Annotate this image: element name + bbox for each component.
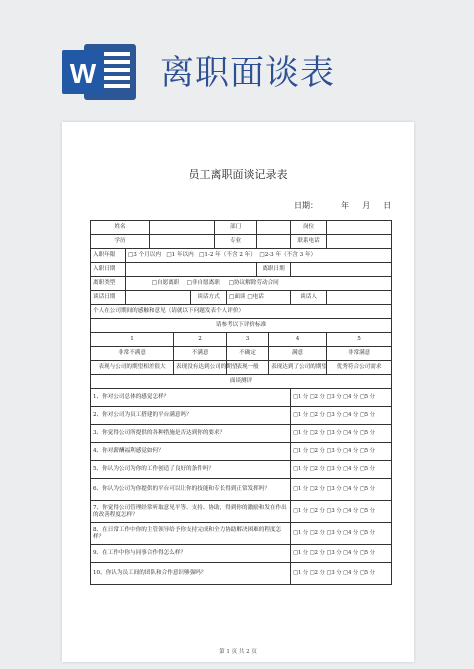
rating-option[interactable]: □5 分 [359,394,375,401]
question-row [91,461,392,479]
form-row-education [91,235,392,249]
date-line [294,200,391,211]
interviewer-label: 谈话人 [291,291,327,305]
form-row-scale-note [91,319,392,333]
rating-option[interactable]: □3 分 [326,530,342,537]
word-doc-icon [62,40,140,104]
rating-option[interactable]: □3 分 [326,508,342,515]
scale-desc: 表现达到了公司的期望 [269,361,327,375]
rating-option[interactable]: □5 分 [359,430,375,437]
question-text: 2、你对公司为员工搭建的平台满意吗？ [91,407,291,425]
form-row-tenure [91,249,392,263]
interview-method-label: 谈话方式 [191,291,227,305]
question-row [91,563,392,585]
scale-desc: 优秀符合公司需求 [327,361,392,375]
scale-number: 2 [174,333,227,347]
question-text: 7、你觉得公司管理经常听取意见平等、支持、协助，得到你的激励和发在作出的改善程度怎样？ [91,501,291,523]
date-day: 日 [383,201,392,210]
svg-text:W: W [69,58,97,89]
rating-option[interactable]: □5 分 [359,550,375,557]
name-label: 姓名 [91,221,150,235]
rating-option[interactable]: □1 分 [293,508,309,515]
tenure-option[interactable]: □1 年以内 [166,252,194,258]
major-value[interactable] [257,235,291,249]
interviewer-value[interactable] [327,291,392,305]
leave-type-option[interactable]: □协议解除劳动合同 [228,280,279,286]
rating-option[interactable]: □2 分 [309,530,325,537]
scale-number: 3 [227,333,269,347]
leave-date-label: 离职日期 [257,263,291,277]
form-row-section [91,375,392,389]
leave-type-options[interactable] [126,277,392,291]
rating-options[interactable] [291,425,392,443]
question-text: 3、你觉得公司所提供的各种措施是否达到你的要求？ [91,425,291,443]
rating-option[interactable]: □1 分 [293,430,309,437]
scale-number: 1 [91,333,174,347]
rating-options[interactable] [291,501,392,523]
rating-option[interactable]: □4 分 [343,530,359,537]
rating-option[interactable]: □3 分 [326,430,342,437]
rating-option[interactable]: □2 分 [309,412,325,419]
scale-note: 请参考以下评价标准 [91,319,392,333]
rating-option[interactable]: □3 分 [326,466,342,473]
date-year: 年 [341,201,350,210]
rating-option[interactable]: □3 分 [326,448,342,455]
tenure-option[interactable]: □2-3 年（不含 3 年） [259,252,317,258]
tenure-label: 入职年限 [91,249,126,263]
rating-options[interactable] [291,479,392,501]
education-value[interactable] [150,235,215,249]
scale-desc: 表现一般 [227,361,269,375]
education-label: 学历 [91,235,150,249]
question-row [91,407,392,425]
question-row [91,479,392,501]
dept-label: 部门 [215,221,257,235]
rating-option[interactable]: □1 分 [293,448,309,455]
rating-options[interactable] [291,545,392,563]
form-row-feelings [91,305,392,319]
tenure-options[interactable] [126,249,392,263]
rating-options[interactable] [291,389,392,407]
question-text: 6、你认为公司为你提供的平台可以让你的技能和专长得到正常发挥吗？ [91,479,291,501]
name-value[interactable] [150,221,215,235]
scale-word: 不满意 [174,347,227,361]
position-value[interactable] [327,221,392,235]
entry-date-value[interactable] [126,263,257,277]
form-title: 员工离职面谈记录表 [188,168,288,181]
scale-word: 不确定 [227,347,269,361]
entry-date-label: 入职日期 [91,263,126,277]
rating-options[interactable] [291,407,392,425]
form-row-dates [91,263,392,277]
rating-option[interactable]: □1 分 [293,530,309,537]
question-text: 5、你认为公司为你的工作创造了良好的条件吗？ [91,461,291,479]
question-text: 8、在日常工作中你的主管领导给予你支持完成和全力协助解决困难的程度怎样？ [91,523,291,545]
form-row-scale-words [91,347,392,361]
rating-option[interactable]: □4 分 [343,394,359,401]
rating-option[interactable]: □2 分 [309,448,325,455]
phone-label: 联系电话 [291,235,327,249]
form-row-leave-type [91,277,392,291]
rating-option[interactable]: □3 分 [326,394,342,401]
rating-options[interactable] [291,443,392,461]
tenure-option[interactable]: □3 个月以内 [128,252,161,258]
scale-word: 满意 [269,347,327,361]
rating-option[interactable]: □2 分 [309,508,325,515]
question-row [91,425,392,443]
rating-option[interactable]: □2 分 [309,466,325,473]
rating-option[interactable]: □2 分 [309,550,325,557]
banner-title: 离职面谈表 [160,53,335,93]
scale-desc: 表现与公司的期望相差很大 [91,361,174,375]
rating-option[interactable]: □4 分 [343,486,359,493]
question-text: 4、你对薪酬福利感觉如何？ [91,443,291,461]
rating-option[interactable]: □4 分 [343,550,359,557]
banner [0,0,474,118]
rating-option[interactable]: □3 分 [326,486,342,493]
question-rows [91,389,392,585]
scale-number: 4 [269,333,327,347]
interview-date-label: 谈话日期 [91,291,126,305]
question-text: 1、你对公司总体的感觉怎样？ [91,389,291,407]
method-option[interactable]: □电话 [247,294,264,300]
rating-option[interactable]: □5 分 [359,486,375,493]
rating-option[interactable]: □1 分 [293,466,309,473]
question-row [91,443,392,461]
form-row-basic [91,221,392,235]
date-label: 日期： [294,201,318,210]
phone-value[interactable] [327,235,392,249]
form-row-scale-desc [91,361,392,375]
rating-option[interactable]: □2 分 [309,430,325,437]
page-footer: 第 1 页 共 2 页 [219,649,257,655]
leave-type-option[interactable]: □非自愿离职 [186,280,220,286]
question-row [91,545,392,563]
form-row-interview [91,291,392,305]
rating-option[interactable]: □4 分 [343,570,359,577]
question-row [91,501,392,523]
leave-date-value[interactable] [291,263,392,277]
rating-option[interactable]: □5 分 [359,530,375,537]
section-heading: 面谈测评 [91,375,392,389]
document-page [62,122,414,662]
rating-option[interactable]: □1 分 [293,550,309,557]
rating-option[interactable]: □4 分 [343,466,359,473]
scale-desc: 表现没有达到公司的期望 [174,361,227,375]
rating-option[interactable]: □4 分 [343,508,359,515]
interview-form-table [90,220,392,585]
question-row [91,523,392,545]
rating-option[interactable]: □4 分 [343,448,359,455]
rating-option[interactable]: □1 分 [293,412,309,419]
scale-word: 非常满意 [327,347,392,361]
scale-word: 非常不满意 [91,347,174,361]
leave-type-option[interactable]: □自愿离职 [151,280,180,286]
date-month: 月 [362,201,371,210]
dept-value[interactable] [257,221,291,235]
rating-option[interactable]: □3 分 [326,570,342,577]
position-label: 岗位 [291,221,327,235]
leave-type-label: 离职类型 [91,277,126,291]
tenure-option[interactable]: □1-2 年（不含 2 年） [199,252,256,258]
question-text: 9、在工作中你与同事合作得怎么样？ [91,545,291,563]
method-option[interactable]: □面谈 [229,294,246,300]
interview-method-options[interactable] [227,291,291,305]
major-label: 专业 [215,235,257,249]
scale-number: 5 [327,333,392,347]
rating-option[interactable]: □4 分 [343,412,359,419]
feelings-heading: 个人在公司期间的感触和意见（请就以下问题发表个人评价） [91,305,392,319]
rating-options[interactable] [291,523,392,545]
question-row [91,389,392,407]
rating-option[interactable]: □2 分 [309,570,325,577]
rating-option[interactable]: □2 分 [309,394,325,401]
rating-option[interactable]: □3 分 [326,412,342,419]
rating-option[interactable]: □5 分 [359,448,375,455]
rating-option[interactable]: □1 分 [293,394,309,401]
rating-option[interactable]: □1 分 [293,486,309,493]
rating-option[interactable]: □2 分 [309,486,325,493]
question-text: 10、你认为员工间的团队和合作意识够强吗？ [91,563,291,585]
rating-option[interactable]: □4 分 [343,430,359,437]
rating-option[interactable]: □5 分 [359,412,375,419]
rating-option[interactable]: □3 分 [326,550,342,557]
rating-options[interactable] [291,461,392,479]
interview-date-value[interactable] [126,291,191,305]
form-row-scale-numbers [91,333,392,347]
rating-option[interactable]: □5 分 [359,570,375,577]
rating-option[interactable]: □5 分 [359,508,375,515]
rating-options[interactable] [291,563,392,585]
rating-option[interactable]: □5 分 [359,466,375,473]
rating-option[interactable]: □1 分 [293,570,309,577]
